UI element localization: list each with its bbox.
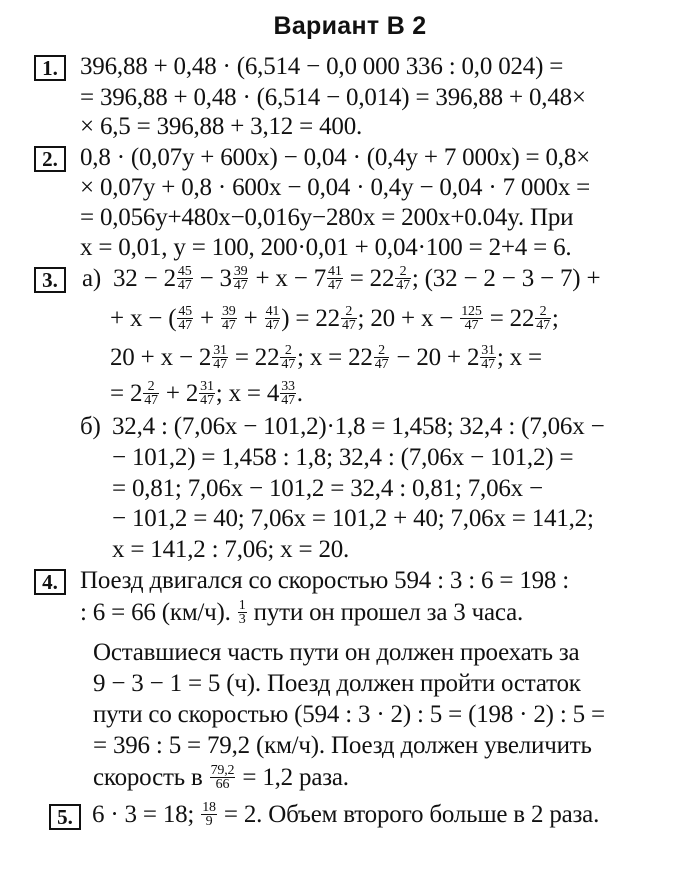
problem-number-3: 3. — [34, 267, 66, 293]
problem-1-line-3: × 6,5 = 396,88 + 3,12 = 400. — [80, 113, 363, 140]
problem-number-4: 4. — [34, 569, 66, 595]
problem-number-5: 5. — [49, 804, 81, 830]
problem-3b-line-2: − 101,2) = 1,458 : 1,8; 32,4 : (7,06x − 101,2) = — [112, 444, 574, 471]
problem-1-line-2: = 396,88 + 0,48 · (6,514 − 0,014) = 396,88 + 0,48× — [80, 84, 586, 111]
problem-2-line-3: = 0,056y+480x−0,016y−280x = 200x+0.04y. При — [80, 204, 574, 231]
problem-3b-line-5: x = 141,2 : 7,06; x = 20. — [112, 536, 350, 563]
problem-2-line-1: 0,8 · (0,07y + 600x) − 0,04 · (0,4y + 7 000x) = 0,8× — [80, 144, 591, 171]
page-title: Вариант В 2 — [273, 12, 427, 40]
problem-4-line-3: Оставшиеся часть пути он должен проехать за — [93, 639, 580, 666]
problem-4-line-5: пути со скоростью (594 : 3 · 2) : 5 = (198 · 2) : 5 = — [93, 701, 605, 728]
problem-4-line-6: = 396 : 5 = 79,2 (км/ч). Поезд должен увеличить — [93, 732, 592, 759]
problem-4-line-7: скорость в $\frac{79,2}{66}$ = 1,2 раза. — [93, 762, 349, 792]
problem-2-line-4: x = 0,01, y = 100, 200·0,01 + 0,04·100 = 2+4 = 6. — [80, 234, 572, 261]
problem-3a-line-4: = 2 $\frac{2}{47}$ + 2 $\frac{31}{47}$ ; x = 4 $\frac{33}{47}$ . — [110, 378, 303, 408]
problem-1-line-1: 396,88 + 0,48 · (6,514 − 0,0 000 336 : 0,0 024) = — [80, 53, 564, 80]
problem-4-line-4: 9 − 3 − 1 = 5 (ч). Поезд должен пройти остаток — [93, 670, 581, 697]
problem-number-1: 1. — [34, 55, 66, 81]
problem-3a-line-1: 32 − 2 $\frac{45}{47}$ − 3 $\frac{39}{47}$ + x − 7 $\frac{41}{47}$ = 22 $\frac{2}{47}$ ; (32 − 2 − 3 − 7) + — [113, 263, 601, 293]
problem-3b-line-1: 32,4 : (7,06x − 101,2)·1,8 = 1,458; 32,4 : (7,06x − — [112, 413, 605, 440]
problem-5-line-1: 6 · 3 = 18; $\frac{18}{9}$ = 2. Объем второго больше в 2 раза. — [92, 799, 600, 829]
problem-4-line-2: : 6 = 66 (км/ч). $\frac{1}{3}$ пути он прошел за 3 часа. — [80, 597, 524, 627]
problem-3-part-b-label: б) — [80, 413, 101, 440]
problem-3a-line-2: + x − ( $\frac{45}{47}$ + $\frac{39}{47}$ + $\frac{41}{47}$ ) = 22 $\frac{2}{47}$ ; 20 + x − $\frac{125}{47}$ = 22 $\frac{2}{47}$ ; — [110, 303, 559, 333]
problem-4-line-1: Поезд двигался со скоростью 594 : 3 : 6 = 198 : — [80, 567, 570, 594]
problem-number-2: 2. — [34, 146, 66, 172]
problem-3-part-a-label: а) — [82, 265, 102, 292]
problem-3b-line-4: − 101,2 = 40; 7,06x = 101,2 + 40; 7,06x = 141,2; — [112, 505, 594, 532]
problem-3b-line-3: = 0,81; 7,06x − 101,2 = 32,4 : 0,81; 7,06x − — [112, 475, 543, 502]
problem-2-line-2: × 0,07y + 0,8 · 600x − 0,04 · 0,4y − 0,04 · 7 000x = — [80, 174, 591, 201]
problem-3a-line-3: 20 + x − 2 $\frac{31}{47}$ = 22 $\frac{2}{47}$ ; x = 22 $\frac{2}{47}$ − 20 + 2 $\frac{31}{47}$ ; x = — [110, 342, 542, 372]
